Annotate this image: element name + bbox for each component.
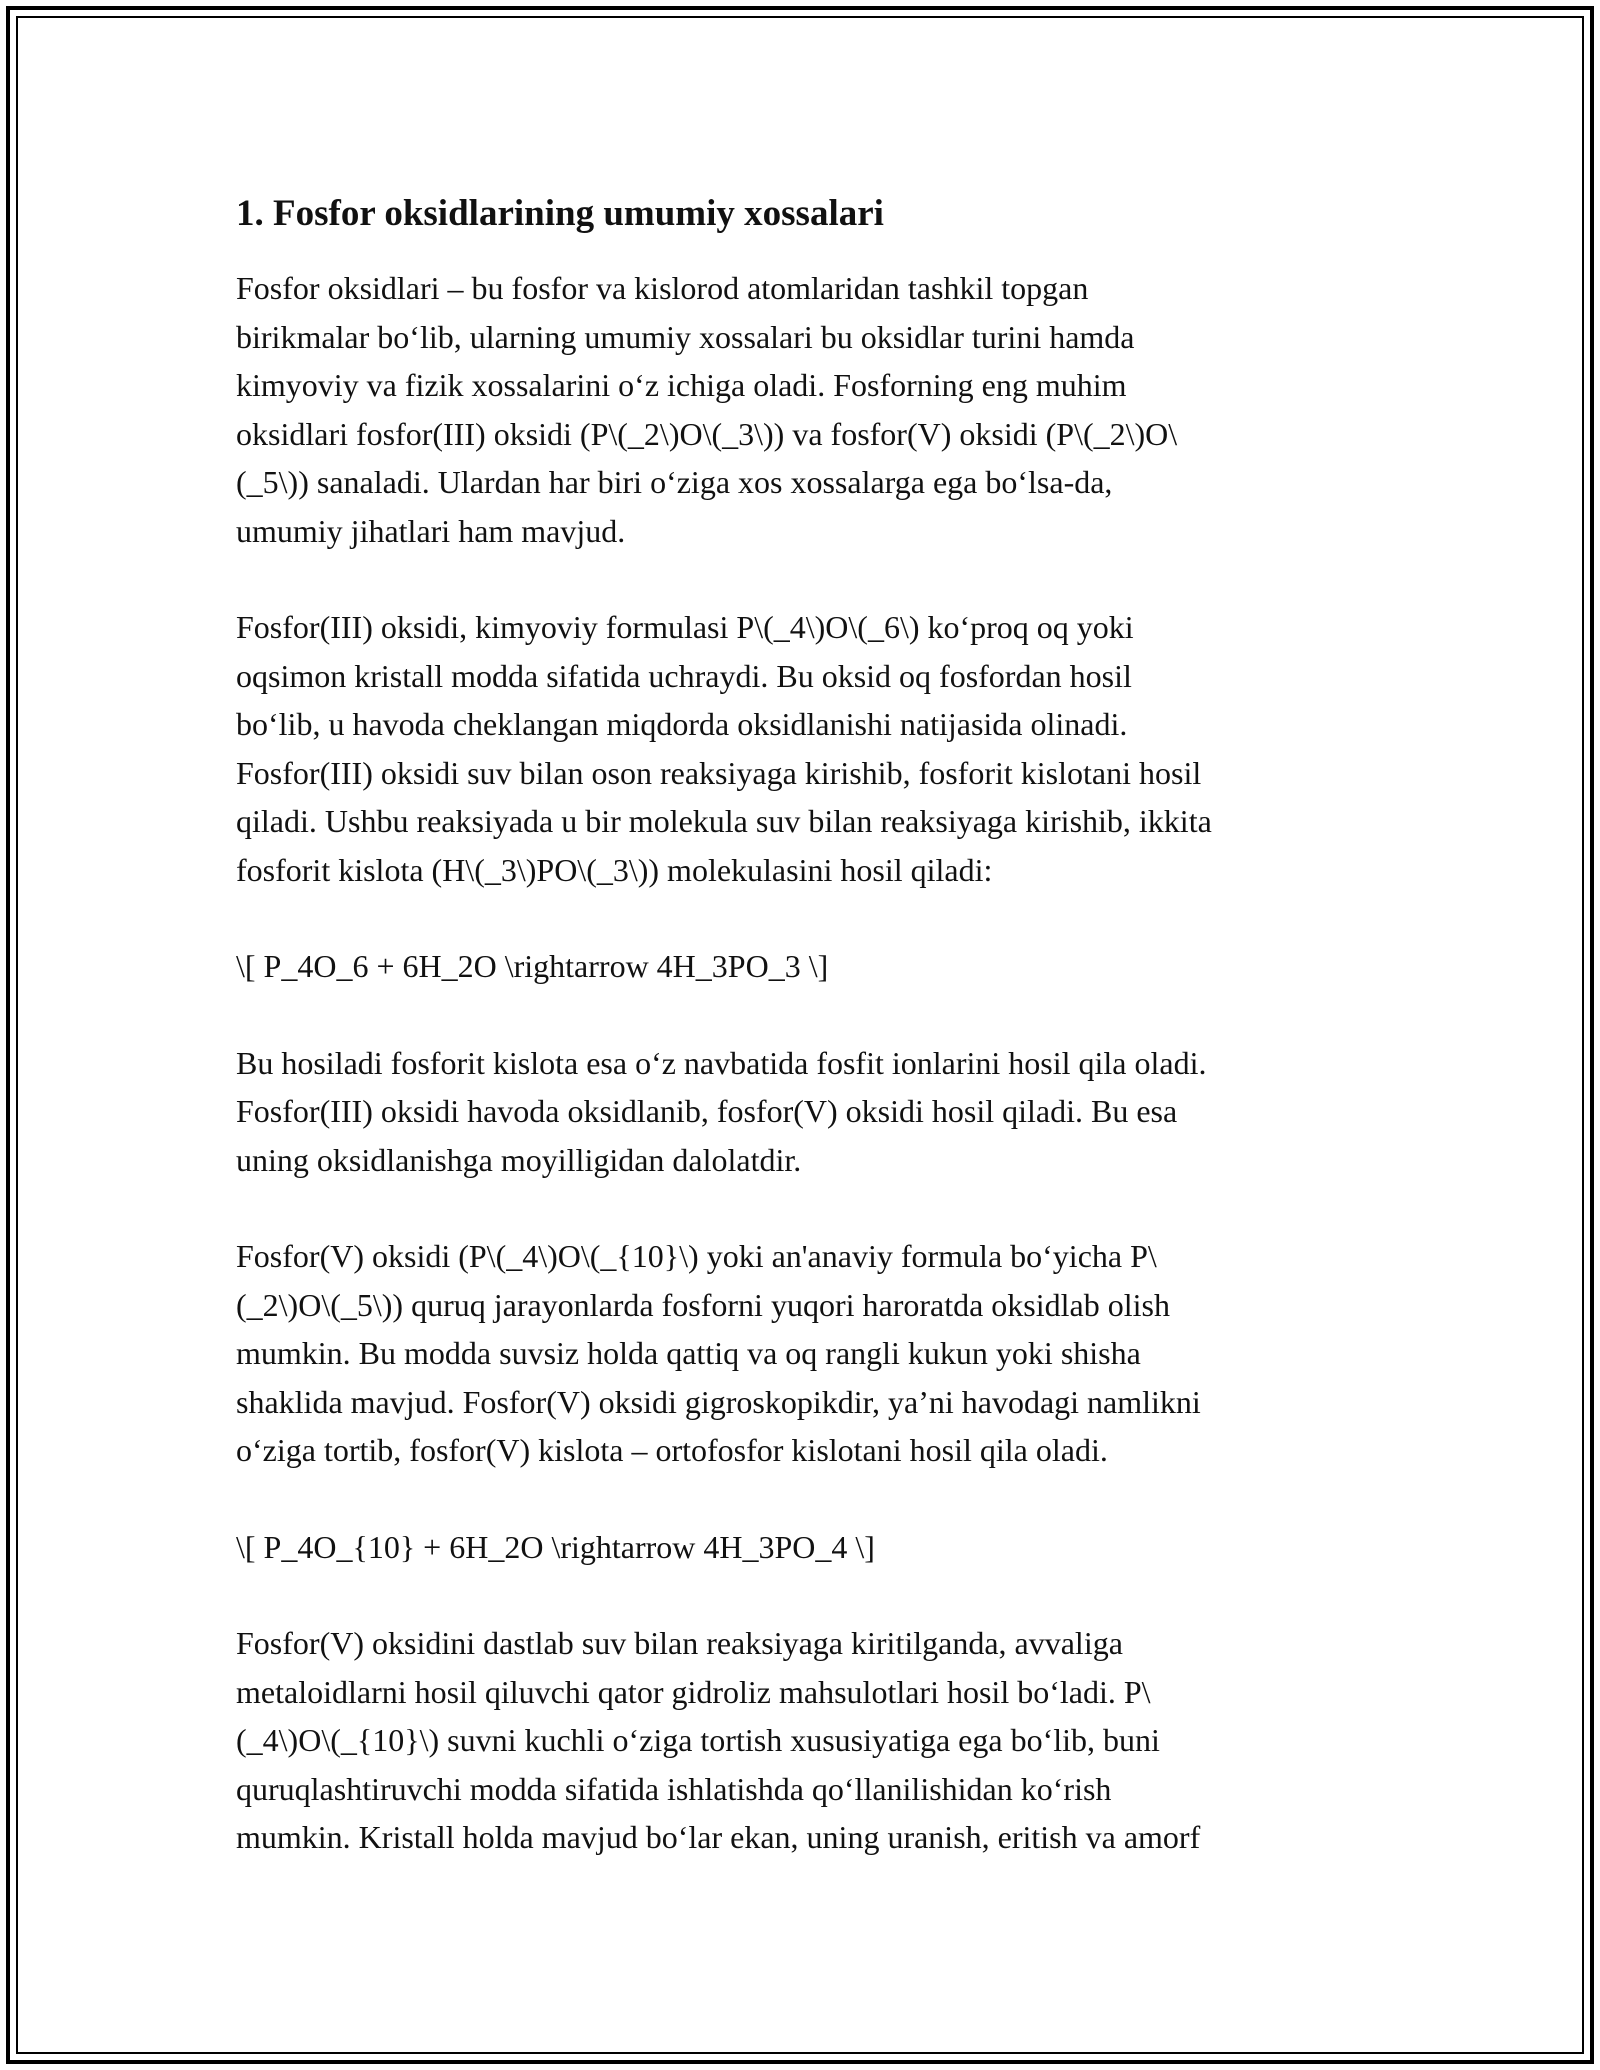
paragraph-hydrolysis: Fosfor(V) oksidini dastlab suv bilan reaksiyaga kiritilganda, avvaliga metaloidlarni hosil qiluvchi qator gidroliz mahsulotlari hosil bo‘ladi. P\ (_4\)O\(_{10}\) suvni kuchli o‘ziga tortish xususiyatiga ega bo‘lib, buni quruqlashtiruvchi modda sifatida ishlatishda qo‘llanilishidan ko‘rish mumkin. Kristall holda mavjud bo‘lar ekan, uning uranish, eritish va amorf	[236, 1625, 1201, 1855]
formula-p4o10-reaction: \[ P_4O_{10} + 6H_2O \rightarrow 4H_3PO_4 \]	[236, 1528, 875, 1565]
paragraph-p4o10: Fosfor(V) oksidi (P\(_4\)O\(_{10}\) yoki an'anaviy formula bo‘yicha P\ (_2\)O\(_5\)) quruq jarayonlarda fosforni yuqori haroratda oksidlab olish mumkin. Bu modda suvsiz holda qattiq va oq rangli kukun yoki shisha shaklida mavjud. Fosfor(V) oksidi gigroskopikdir, ya’ni havodagi namlikni o‘ziga tortib, fosfor(V) kislota – ortofosfor kislotani hosil qila oladi.	[236, 1238, 1201, 1468]
paragraph-intro: Fosfor oksidlari – bu fosfor va kislorod atomlaridan tashkil topgan birikmalar bo‘lib, ularning umumiy xossalari bu oksidlar turini hamda kimyoviy va fizik xossalarini o‘z ichiga oladi. Fosforning eng muhim oksidlari fosfor(III) oksidi (P\(_2\)O\(_3\)) va fosfor(V) oksidi (P\(_2\)O\ (_5\)) sanaladi. Ulardan har biri o‘ziga xos xossalarga ega bo‘lsa-da, umumiy jihatlari ham mavjud.	[236, 270, 1178, 549]
paragraph-p4o6: Fosfor(III) oksidi, kimyoviy formulasi P\(_4\)O\(_6\) ko‘proq oq yoki oqsimon kristall modda sifatida uchraydi. Bu oksid oq fosfordan hosil bo‘lib, u havoda cheklangan miqdorda oksidlanishi natijasida olinadi. Fosfor(III) oksidi suv bilan oson reaksiyaga kirishib, fosforit kislotani hosil qiladi. Ushbu reaksiyada u bir molekula suv bilan reaksiyaga kirishib, ikkita fosforit kislota (H\(_3\)PO\(_3\)) molekulasini hosil qiladi:	[236, 609, 1212, 888]
section-heading: 1. Fosfor oksidlarining umumiy xossalari	[236, 193, 884, 234]
document-body	[236, 186, 1361, 1910]
formula-p4o6-reaction: \[ P_4O_6 + 6H_2O \rightarrow 4H_3PO_3 \]	[236, 948, 829, 984]
paragraph-phosphite: Bu hosiladi fosforit kislota esa o‘z navbatida fosfit ionlarini hosil qila oladi. Fosfor(III) oksidi havoda oksidlanib, fosfor(V) oksidi hosil qiladi. Bu esa uning oksidlanishga moyilligidan dalolatdir.	[236, 1044, 1207, 1178]
